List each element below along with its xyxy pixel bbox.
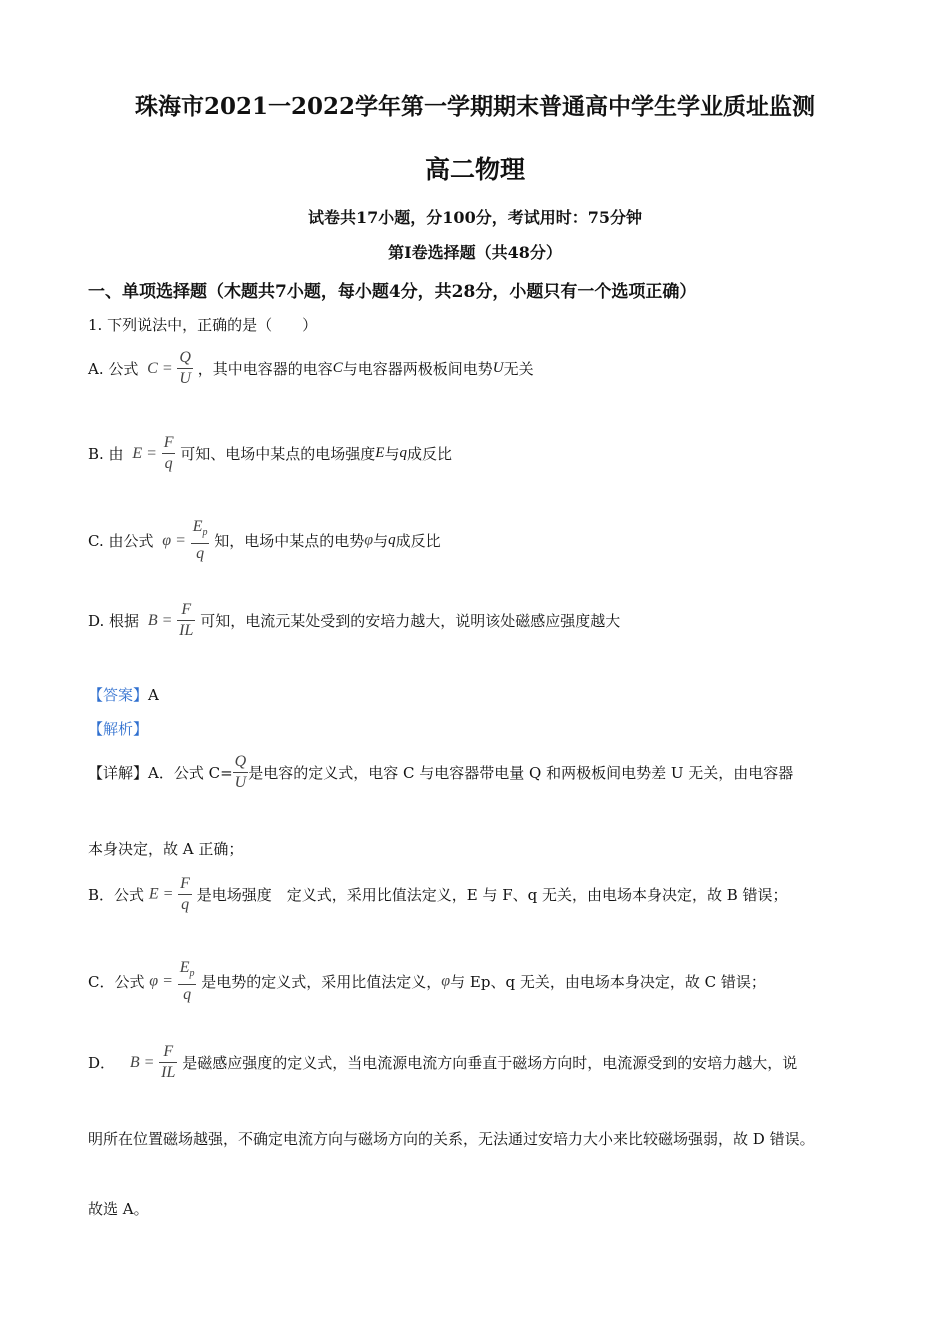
detail-a: 【详解】A．公式 C= $\frac{Q}{U}$ 是电容的定义式，电容 C 与电容器带电量 Q 和两极板间电势差 U 无关，由电容器 <box>88 753 794 791</box>
question-stem: 1. 下列说法中，正确的是（ ） <box>88 316 318 334</box>
option-d: D. 根据 B = $\frac{F}{IL}$ 可知，电流元某处受到的安培力越大，说明该处磁感应强度越大 <box>88 601 621 639</box>
part-heading: 第I卷选择题（共48分） <box>388 243 562 262</box>
section-heading: 一、单项选择题（木题共7小题，每小题4分，共28分，小题只有一个选项正确） <box>88 282 697 302</box>
formula-fraction: $\frac{F}{IL}$ <box>179 601 194 639</box>
detail-a-cont: 本身决定，故 A 正确； <box>88 840 244 858</box>
answer-label: 【答案】 <box>88 686 149 704</box>
formula-fraction: $\frac{E_p}{q}$ <box>192 518 208 563</box>
exam-info: 试卷共17小题，分100分，考试用时：75分钟 <box>308 208 642 227</box>
detail-c: C．公式 φ = $\frac{E_p}{q}$ 是电势的定义式，采用比值法定义，φ与 Ep、q 无关，由电场本身决定，故 C 错误； <box>88 959 766 1004</box>
formula-fraction: $\frac{F}{IL}$ <box>161 1043 176 1081</box>
analysis-label: 【解析】 <box>88 720 149 738</box>
formula-fraction: $\frac{Q}{U}$ <box>234 753 247 791</box>
answer-line <box>88 684 159 705</box>
option-a-prefix: A. 公式 <box>88 360 139 378</box>
formula-fraction: $\frac{F}{q}$ <box>163 434 174 472</box>
conclusion: 故选 A。 <box>88 1200 149 1218</box>
option-a: A. 公式 C = $\frac{Q}{U}$ ，其中电容器的电容C与电容器两极板间电势U无关 <box>88 349 534 387</box>
subject-title: 高二物理 <box>424 155 525 184</box>
formula-fraction: $\frac{F}{q}$ <box>180 875 190 913</box>
formula-fraction: $\frac{Q}{U}$ <box>179 349 191 387</box>
formula-fraction: $\frac{E_p}{q}$ <box>179 959 195 1004</box>
option-c: C. 由公式 φ = $\frac{E_p}{q}$ 知，电场中某点的电势φ与q成反比 <box>88 518 441 563</box>
detail-b: B．公式 E = $\frac{F}{q}$ 是电场强度 定义式，采用比值法定义，E 与 F、q 无关，由电场本身决定，故 B 错误； <box>88 875 788 913</box>
detail-d-cont: 明所在位置磁场越强，不确定电流方向与磁场方向的关系，无法通过安培力大小来比较磁场强弱，故 D 错误。 <box>88 1130 815 1148</box>
formula-lhs: C = <box>147 359 173 377</box>
detail-d: D． B = $\frac{F}{IL}$ 是磁感应强度的定义式，当电流源电流方向垂直于磁场方向时，电流源受到的安培力越大，说 <box>88 1043 798 1081</box>
exam-title: 珠海市2021一2022学年第一学期期末普通高中学生学业质址监测 <box>134 93 816 120</box>
answer-value: A <box>148 686 159 704</box>
option-b: B. 由 E = $\frac{F}{q}$ 可知、电场中某点的电场强度E与q成反比 <box>88 434 452 472</box>
